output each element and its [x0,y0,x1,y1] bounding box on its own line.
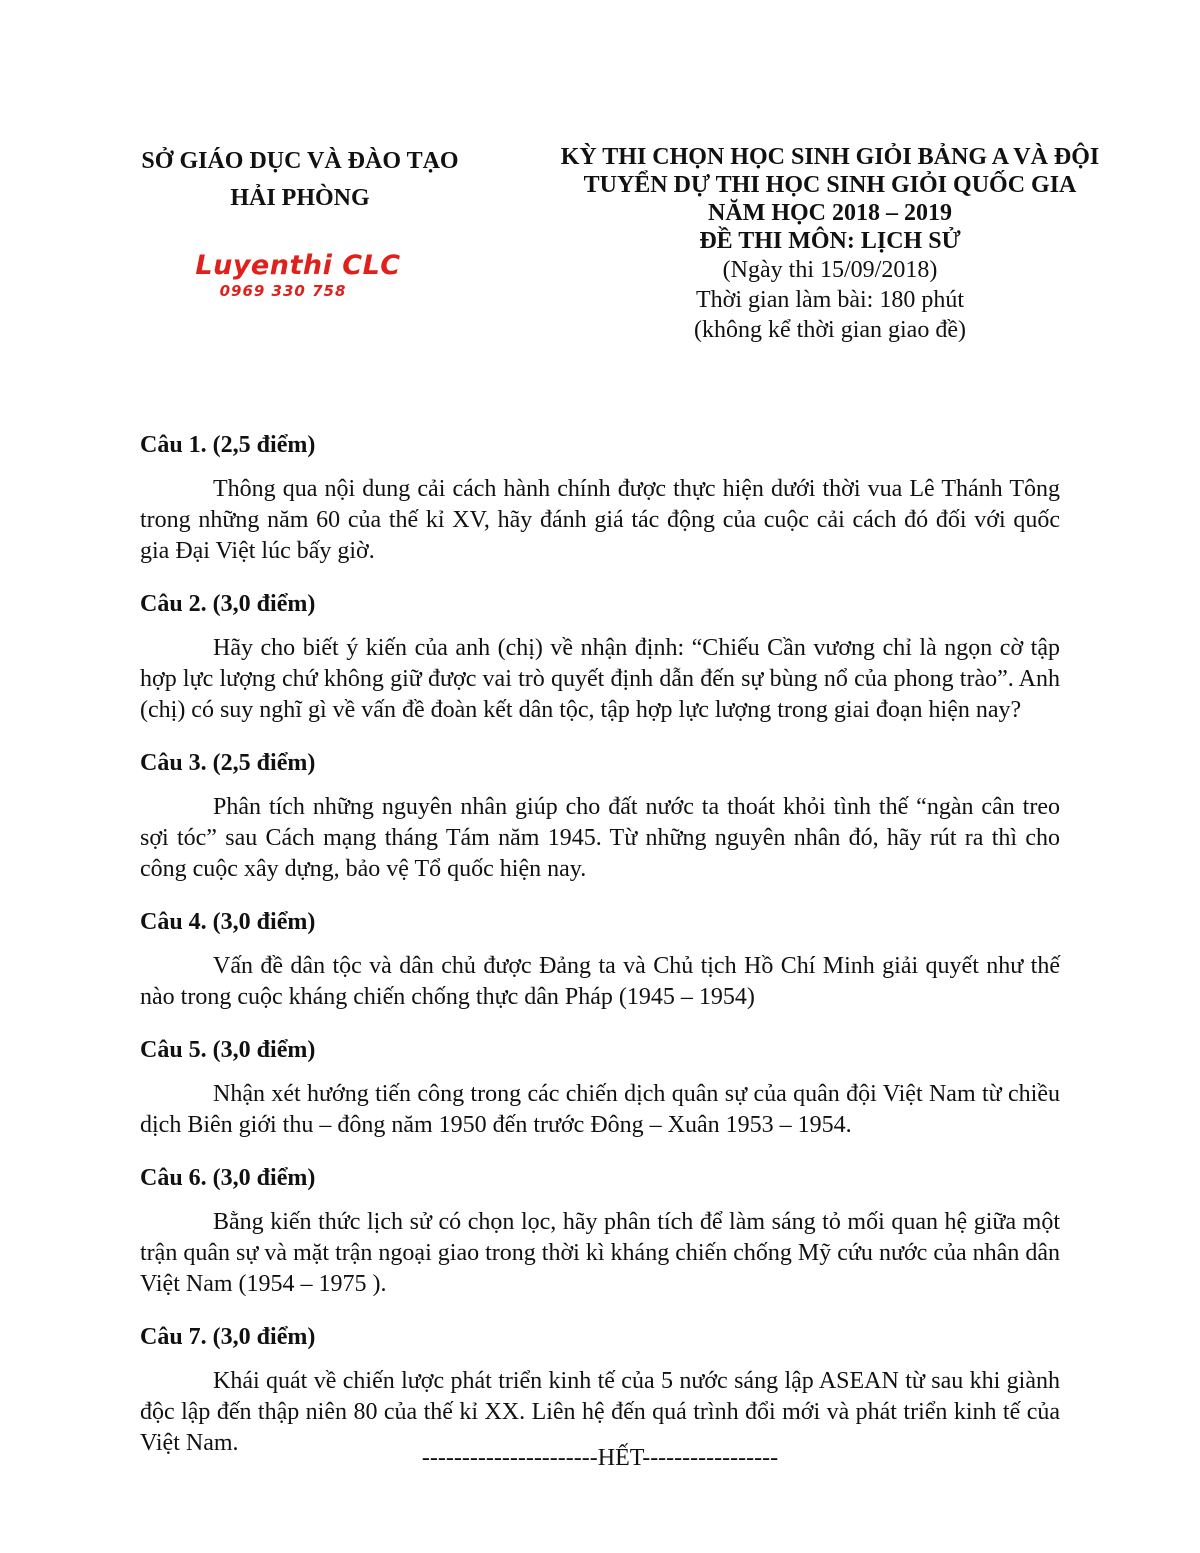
exam-date: (Ngày thi 15/09/2018) [722,257,938,283]
end-of-exam-mark: ----------------------HẾT----------------- [421,1445,779,1471]
question-body: Vấn đề dân tộc và dân chủ được Đảng ta và Chủ tịch Hồ Chí Minh giải quyết như thế nào trong cuộc kháng chiến chống thực dân Pháp (1945 – 1954) [140,953,1060,1010]
issuing-authority [120,143,480,217]
question-title: Câu 6. (3,0 điểm) [140,1165,316,1191]
question-title: Câu 4. (3,0 điểm) [140,909,316,935]
question-body: Hãy cho biết ý kiến của anh (chị) về nhận định: “Chiếu Cần vương chỉ là ngọn cờ tập hợp lực lượng chứ không giữ được vai trò quyết định dẫn đến sự bùng nổ của phong trào”. Anh (chị) có suy nghĩ gì về vấn đề đoàn kết dân tộc, tập hợp lực lượng trong giai đoạn hiện nay? [140,635,1060,723]
question-body: Thông qua nội dung cải cách hành chính được thực hiện dưới thời vua Lê Thánh Tông trong những năm 60 của thế kỉ XV, hãy đánh giá tác động của cuộc cải cách đó đối với quốc gia Đại Việt lúc bấy giờ. [140,476,1060,564]
question-6 [140,1163,1060,1300]
exam-note: (không kể thời gian giao đề) [694,317,966,343]
exam-info [505,143,1155,345]
exam-duration: Thời gian làm bài: 180 phút [696,287,964,313]
question-7 [140,1322,1060,1459]
exam-subject: ĐỀ THI MÔN: LỊCH SỬ [699,228,961,254]
exam-title-line-2: TUYỂN DỰ THI HỌC SINH GIỎI QUỐC GIA [583,172,1077,198]
question-title: Câu 3. (2,5 điểm) [140,750,316,776]
question-1 [140,430,1060,567]
watermark-logo [178,250,418,300]
question-title: Câu 2. (3,0 điểm) [140,591,316,617]
question-title: Câu 5. (3,0 điểm) [140,1037,316,1063]
question-title: Câu 7. (3,0 điểm) [140,1324,316,1350]
logo-phone: 0969 330 758 [219,282,347,300]
city-name: HẢI PHÒNG [230,185,370,211]
question-5 [140,1035,1060,1141]
question-title: Câu 1. (2,5 điểm) [140,432,316,458]
question-list [140,430,1060,1481]
question-body: Phân tích những nguyên nhân giúp cho đất nước ta thoát khỏi tình thế “ngàn cân treo sợi tóc” sau Cách mạng tháng Tám năm 1945. Từ những nguyên nhân đó, hãy rút ra thì cho công cuộc xây dựng, bảo vệ Tổ quốc hiện nay. [140,794,1060,882]
department-name: SỞ GIÁO DỤC VÀ ĐÀO TẠO [141,148,459,174]
question-body: Nhận xét hướng tiến công trong các chiến dịch quân sự của quân đội Việt Nam từ chiều dịch Biên giới thu – đông năm 1950 đến trước Đông – Xuân 1953 – 1954. [140,1081,1060,1138]
question-3 [140,748,1060,885]
question-4 [140,907,1060,1013]
logo-title: Luyenthi CLC [195,250,401,281]
exam-year: NĂM HỌC 2018 – 2019 [708,200,952,226]
question-body: Bằng kiến thức lịch sử có chọn lọc, hãy phân tích để làm sáng tỏ mối quan hệ giữa một trận quân sự và mặt trận ngoại giao trong thời kì kháng chiến chống Mỹ cứu nước của nhân dân Việt Nam (1954 – 1975 ). [140,1209,1060,1297]
question-2 [140,589,1060,726]
question-body: Khái quát về chiến lược phát triển kinh tế của 5 nước sáng lập ASEAN từ sau khi giành độc lập đến thập niên 80 của thế kỉ XX. Liên hệ đến quá trình đổi mới và phát triển kinh tế của Việt Nam. [140,1368,1060,1456]
exam-title-line-1: KỲ THI CHỌN HỌC SINH GIỎI BẢNG A VÀ ĐỘI [560,144,1100,170]
